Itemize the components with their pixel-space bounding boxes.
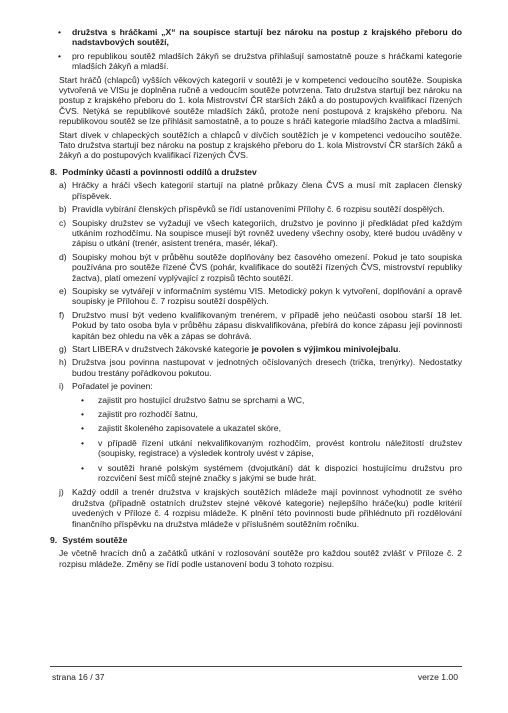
item-text: Každý oddíl a trenér družstva v krajských soutěžích mládeže mají povinnost vyhodnotit ze svého družstva (případně ostatních družstev stejné věkové kategorie) nejlepšího hráče(ku) podle kritérií uvedených v Příloze č. 4 rozpisu mládeže. K plnění této povinnosti bude přihlédnuto při rozdělování finančního příspěvku na družstva mládeže v příslušném soutěžním ročníku. (72, 487, 462, 529)
item-label: g) (59, 343, 67, 354)
list-item (50, 487, 462, 529)
document-version: verze 1.00 (417, 672, 458, 682)
list-item (50, 252, 462, 283)
sub-bullet-item (72, 423, 462, 433)
bullet-icon: • (81, 423, 85, 434)
sub-bullet-text: zajistit pro hostující družstvo šatnu se sprchami a WC, (98, 394, 305, 405)
bullet-icon: • (81, 437, 85, 448)
organizer-duties-list (72, 395, 462, 484)
intro-paragraph: Start dívek v chlapeckých soutěžích a chlapců v dívčích soutěžích je v kompetenci vedoucího soutěže. Tato družstva startují bez nároku na postup z krajského přeboru do 1. kola Mistrovství ČR starších žáků a žákyň a do postupových kvalifikací řízených ČVS. (59, 129, 462, 161)
item-label: d) (59, 251, 67, 262)
section-title: Podmínky účasti a povinnosti oddílů a družstev (62, 166, 257, 177)
item-label: f) (59, 309, 65, 320)
sub-bullet-item (72, 438, 462, 459)
item-text: Družstva jsou povinna nastupovat v jednotných očíslovaných dresech (trička, trenýrky). Nedostatky budou trestány pořádkovou pokutou. (72, 357, 462, 378)
bullet-icon: • (81, 409, 85, 419)
bullet-icon: • (81, 462, 85, 473)
list-item (50, 180, 462, 201)
list-item (50, 310, 462, 341)
intro-bullet-text: pro republikou soutěž mladších žákyň se družstva přihlašují samostatně pouze s hráčkami kategorie mladších žákyň a mladší. (72, 50, 462, 72)
list-item (50, 357, 462, 378)
list-item (50, 286, 462, 307)
sub-bullet-text: v případě řízení utkání nekvalifikovaným rozhodčím, provést kontrolu náležitostí družstev (soupisky, registrace) a výsledek kontroly uvést v zápise, (98, 437, 462, 459)
sub-bullet-text: zajistit školeného zapisovatele a ukazatel skóre, (98, 423, 281, 434)
page-footer (50, 666, 462, 682)
item-text: Soupisky se vytvářejí v informačním systému VIS. Metodický pokyn k vytvoření, doplňování a opravě soupisky je Přílohou č. 7 rozpisu soutěží dospělých. (72, 285, 462, 307)
item-label: e) (59, 285, 67, 296)
item-text: Start LIBERA v družstvech žákovské kategorie (72, 343, 252, 354)
item-text: Soupisky družstev se vyžadují ve všech kategoriích, družstvo je povinno ji předkládat před každým utkáním rozhodčímu. Na soupisce musejí být rovněž uvedeny všechny osoby, které budou uváděny v zápisu o utkání (trenér, asistent trenéra, masér, lékař). (72, 217, 462, 249)
item-text-bold: je povolen s výjimkou minivolejbalu (251, 343, 399, 354)
item-label: a) (59, 180, 67, 191)
intro-bullet-text: družstva s hráčkami „X“ na soupisce startují bez nároku na postup z krajského přeboru do nadstavbových soutěží, (72, 27, 462, 48)
item-text: Soupisky mohou být v průběhu soutěže doplňovány bez časového omezení. Pokud je tato soupiska používána pro soutěže řízené ČVS (pohár, kvalifikace do soutěží řízených ČVS, mistrovství republiky žactva), platí omezení vyplývající z rozpisů těchto soutěží. (72, 251, 462, 283)
item-text: . (398, 343, 401, 354)
sub-bullet-text: zajistit pro rozhodčí šatnu, (98, 409, 198, 419)
item-label: c) (59, 217, 67, 228)
item-label: b) (59, 204, 67, 215)
intro-paragraph: Start hráčů (chlapců) vyšších věkových kategorií v soutěži je v kompetenci vedoucího soutěže. Soupiska vytvořená ve VISu je doplněna ručně a vedoucím soutěže potvrzena. Tato družstva startují bez nároku na postup z krajského přeboru do 1. kola Mistrovství ČR starších žáků a do postupových kvalifikací řízených ČVS. Netýká se republikové soutěže mladších žáků, protože není postupová z krajského přeboru. Na republikovou soutěž se lze přihlásit samostatně, a to pouze s hráči kategorie mladšího žactva a mladšími. (59, 74, 462, 127)
item-label: h) (59, 357, 67, 368)
item-label: j) (59, 487, 64, 498)
section-9 (50, 535, 462, 569)
item-label: i) (59, 381, 64, 392)
section-heading (50, 167, 462, 177)
intro-bullet-item (50, 51, 462, 72)
sub-bullet-item (72, 395, 462, 405)
list-item (50, 204, 462, 214)
sub-bullet-item (72, 409, 462, 419)
intro-bullet-item (50, 27, 462, 48)
list-item (50, 344, 462, 354)
section-heading (50, 535, 462, 545)
page-number: strana 16 / 37 (52, 672, 105, 682)
list-item (50, 381, 462, 483)
bullet-icon: • (58, 50, 62, 61)
item-text: Pravidla vybírání členských příspěvků se řídí ustanoveními Přílohy č. 6 rozpisu soutěží dospělých. (72, 204, 445, 215)
section-number: 8. (50, 166, 58, 177)
section-8-list (50, 180, 462, 529)
item-text: Hráčky a hráči všech kategorií startují na platné průkazy člena ČVS a musí mít zaplacen členský příspěvek. (72, 180, 462, 201)
section-number: 9. (50, 535, 58, 546)
section-9-text: Je včetně hracích dnů a začátků utkání v rozlosování soutěže pro každou soutěž zvlášť v Příloze č. 2 rozpisu mládeže. Změny se řídí podle ustanovení bodu 3 tohoto rozpisu. (59, 548, 462, 569)
sub-bullet-item (72, 463, 462, 484)
section-8 (50, 167, 462, 529)
item-text: Družstvo musí být vedeno kvalifikovaným trenérem, v případě jeho neúčasti osobou starší 18 let. Pokud by tato osoba byla v průběhu zápasu diskvalifikována, přebírá do konce zápasu její povinnosti kapitán bez ohledu na věk a zápas se dohrává. (72, 309, 462, 341)
sub-bullet-text: v soutěži hrané polským systémem (dvojutkání) dát k dispozici hostujícímu družstvu pro rozcvičení šest míčů stejné značky s jakými se bude hrát. (98, 462, 462, 484)
document-body (50, 27, 462, 569)
intro-bullet-list (50, 27, 462, 72)
bullet-icon: • (81, 394, 85, 405)
item-text: Pořadatel je povinen: (72, 381, 153, 392)
section-title: Systém soutěže (62, 535, 128, 546)
bullet-icon: • (58, 27, 62, 37)
list-item (50, 218, 462, 249)
